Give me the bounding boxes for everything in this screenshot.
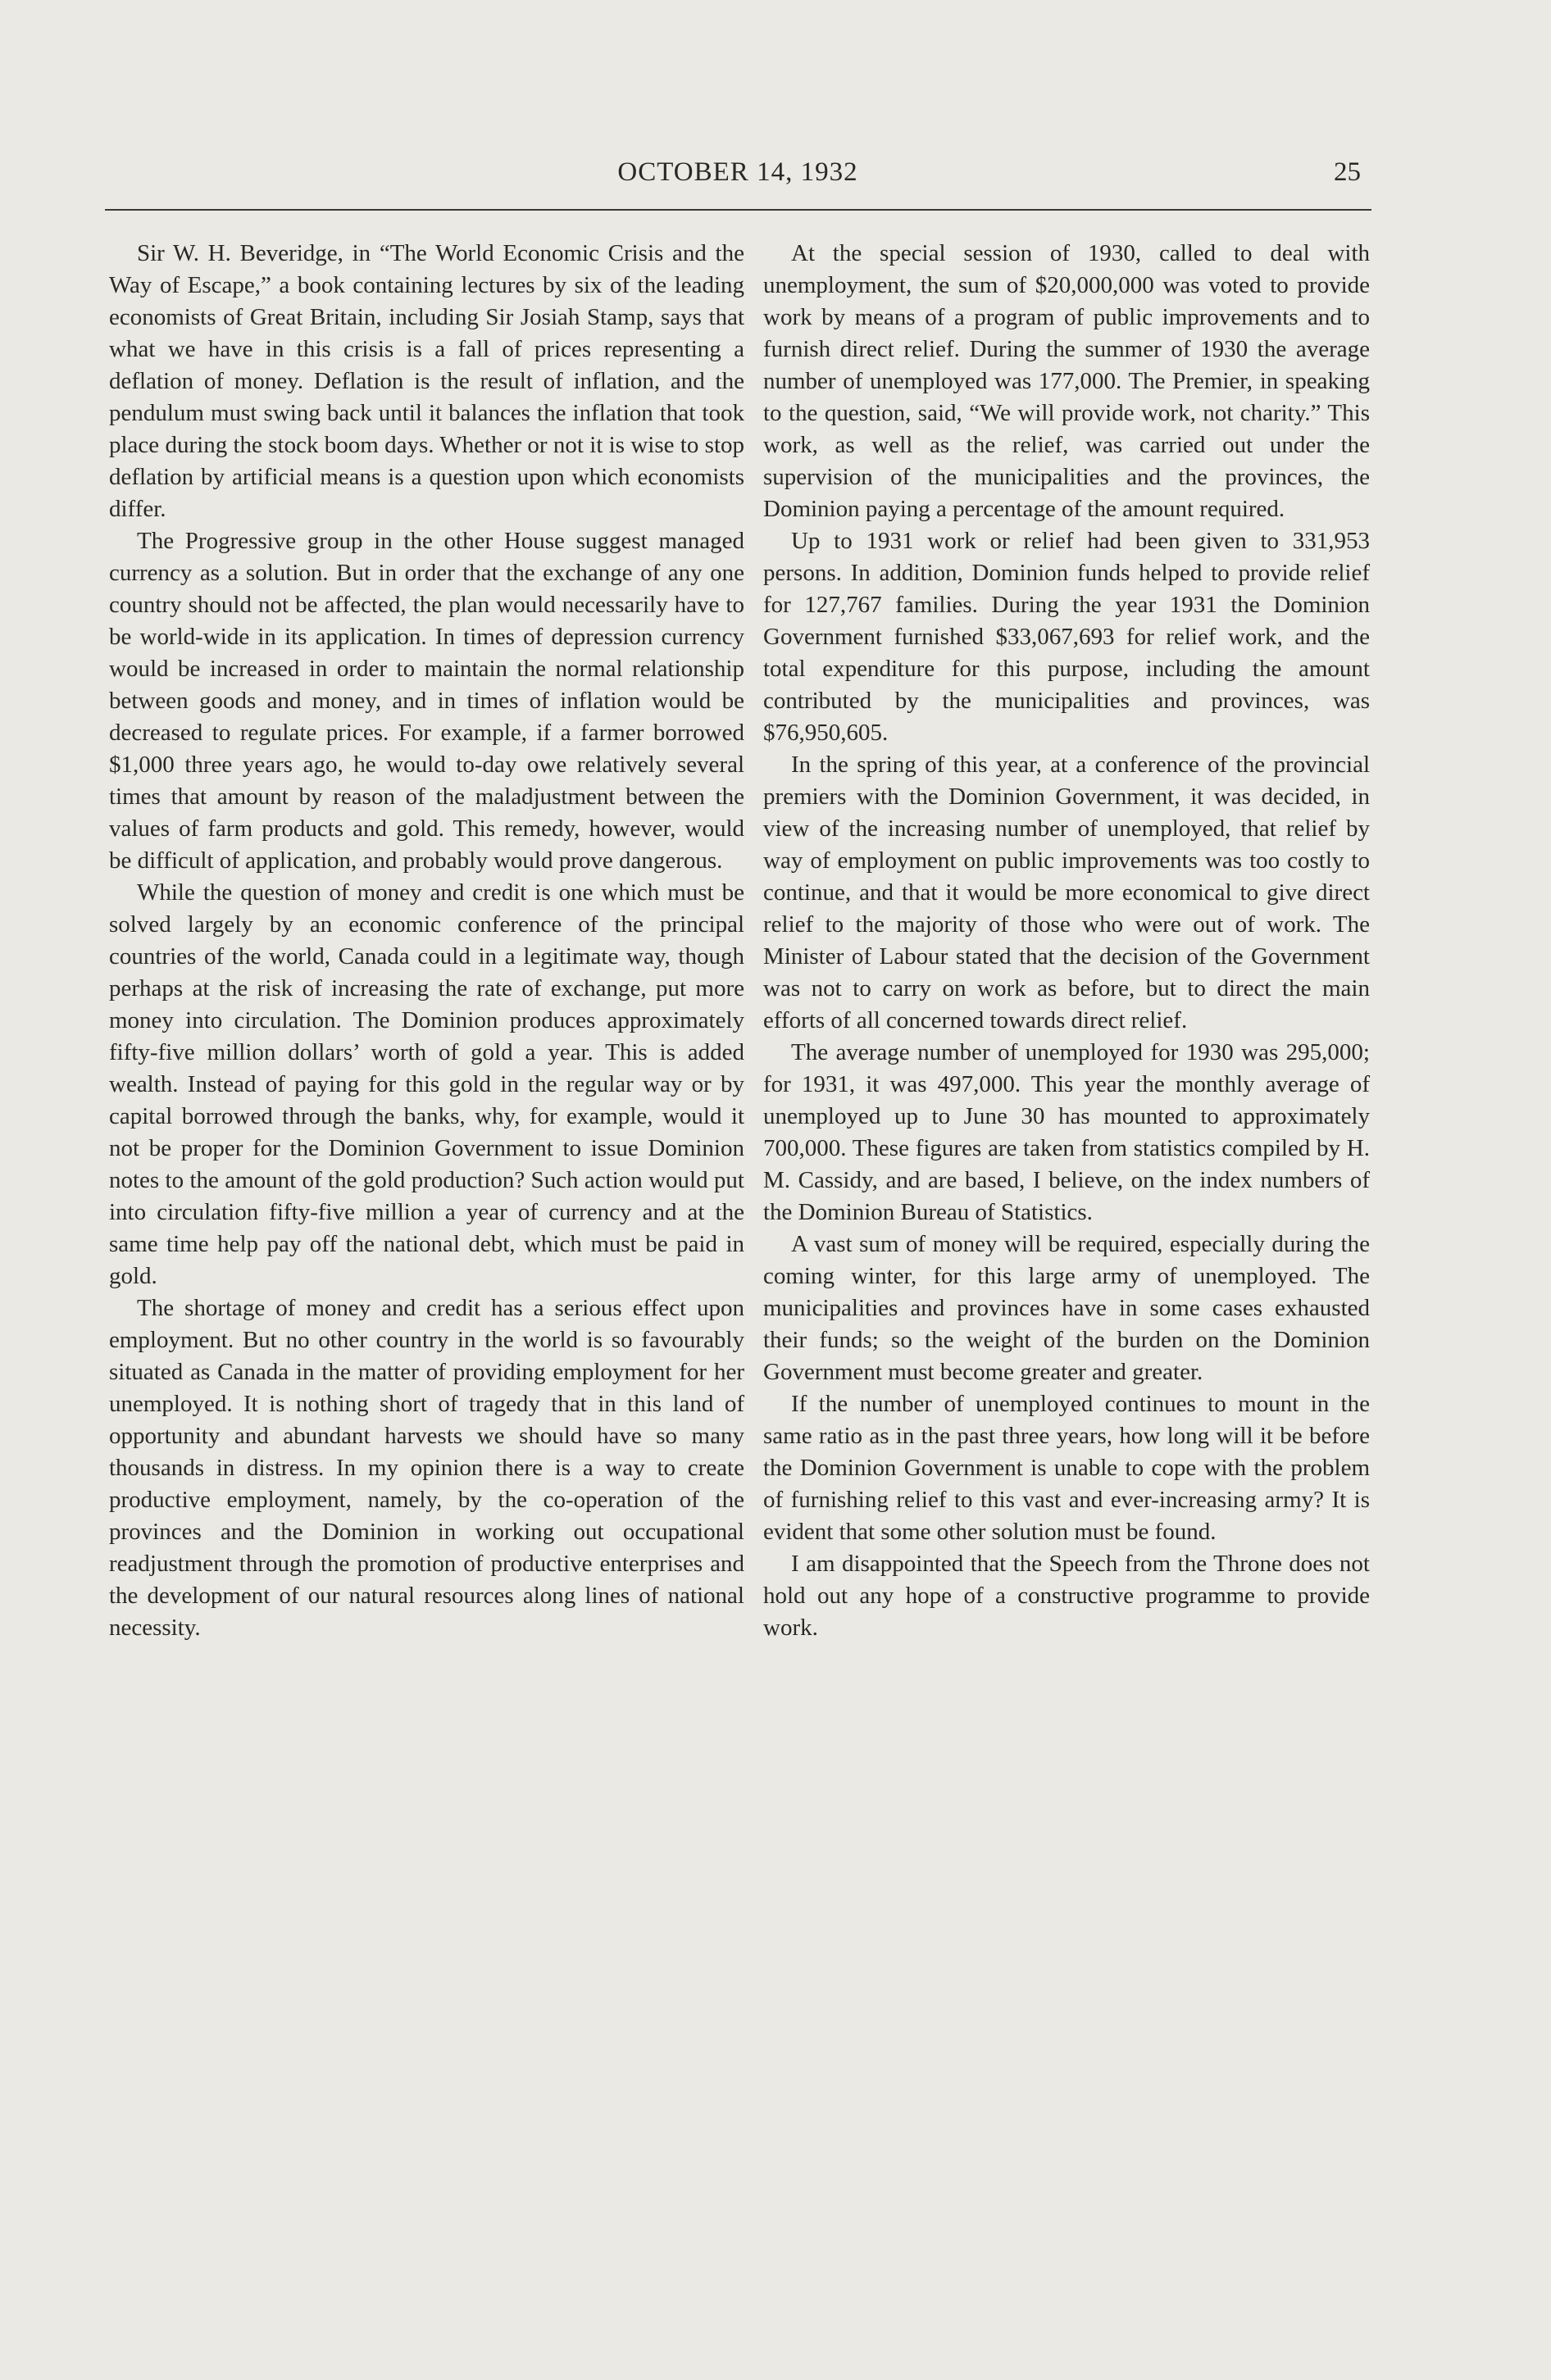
header-rule (105, 209, 1371, 211)
paragraph: The shortage of money and credit has a serious effect upon employment. But no other country in the world is so favourably situated as Canada in the matter of providing employment for her unemployed. It is nothing short of tragedy that in this land of opportunity and abundant harvests we should have so many thousands in distress. In my opinion there is a way to create productive employment, namely, by the co-operation of the provinces and the Dominion in working out occupational readjustment through the promotion of productive enterprises and the development of our natural resources along lines of national necessity. (109, 1295, 744, 1641)
right-column (763, 238, 1370, 1644)
paragraph: In the spring of this year, at a conference of the provincial premiers with the Dominion Government, it was decided, in view of the increasing number of unemployed, that relief by way of employment on public improvements was too costly to continue, and that it would be more economical to give direct relief to the majority of those who were out of work. The Minister of Labour stated that the decision of the Government was not to carry on work as before, but to direct the main efforts of all concerned towards direct relief. (763, 752, 1370, 1033)
page-date-title: OCTOBER 14, 1932 (617, 157, 858, 187)
left-column (109, 238, 744, 1644)
page-number: 25 (1334, 157, 1361, 187)
paragraph: The average number of unemployed for 1930 was 295,000; for 1931, it was 497,000. This year the monthly average of unemployed up to June 30 has mounted to approximately 700,000. These figures are taken from statistics compiled by H. M. Cassidy, and are based, I believe, on the index numbers of the Dominion Bureau of Statistics. (763, 1039, 1370, 1225)
paragraph: I am disappointed that the Speech from the Throne does not hold out any hope of a constructive programme to provide work. (763, 1551, 1370, 1641)
paragraph: If the number of unemployed continues to mount in the same ratio as in the past three years, how long will it be before the Dominion Government is unable to cope with the problem of furnishing relief to this vast and ever-increasing army? It is evident that some other solution must be found. (763, 1391, 1370, 1545)
paragraph: The Progressive group in the other House suggest managed currency as a solution. But in order that the exchange of any one country should not be affected, the plan would necessarily have to be world-wide in its application. In times of depression currency would be increased in order to maintain the normal relationship between goods and money, and in times of inflation would be decreased to regulate prices. For example, if a farmer borrowed $1,000 three years ago, he would to-day owe relatively several times that amount by reason of the maladjustment between the values of farm products and gold. This remedy, however, would be difficult of application, and probably would prove dangerous. (109, 528, 744, 874)
page-header (107, 152, 1369, 193)
paragraph: A vast sum of money will be required, especially during the coming winter, for this large army of unemployed. The municipalities and provinces have in some cases exhausted their funds; so the weight of the burden on the Dominion Government must become greater and greater. (763, 1231, 1370, 1385)
paragraph: At the special session of 1930, called to deal with unemployment, the sum of $20,000,000 was voted to provide work by means of a program of public improvements and to furnish direct relief. During the summer of 1930 the average number of unemployed was 177,000. The Premier, in speaking to the question, said, “We will provide work, not charity.” This work, as well as the relief, was carried out under the supervision of the municipalities and the provinces, the Dominion paying a percentage of the amount required. (763, 240, 1370, 522)
paragraph: While the question of money and credit is one which must be solved largely by an economic conference of the principal countries of the world, Canada could in a legitimate way, though perhaps at the risk of increasing the rate of exchange, put more money into circulation. The Dominion produces approximately fifty-five million dollars’ worth of gold a year. This is added wealth. Instead of paying for this gold in the regular way or by capital borrowed through the banks, why, for example, would it not be proper for the Dominion Government to issue Dominion notes to the amount of the gold production? Such action would put into circulation fifty-five million a year of currency and at the same time help pay off the national debt, which must be paid in gold. (109, 879, 744, 1289)
paragraph: Sir W. H. Beveridge, in “The World Economic Crisis and the Way of Escape,” a book containing lectures by six of the leading economists of Great Britain, including Sir Josiah Stamp, says that what we have in this crisis is a fall of prices representing a deflation of money. Deflation is the result of inflation, and the pendulum must swing back until it balances the inflation that took place during the stock boom days. Whether or not it is wise to stop deflation by artificial means is a question upon which economists differ. (109, 240, 744, 522)
paragraph: Up to 1931 work or relief had been given to 331,953 persons. In addition, Dominion funds helped to provide relief for 127,767 families. During the year 1931 the Dominion Government furnished $33,067,693 for relief work, and the total expenditure for this purpose, including the amount contributed by the municipalities and provinces, was $76,950,605. (763, 528, 1370, 746)
